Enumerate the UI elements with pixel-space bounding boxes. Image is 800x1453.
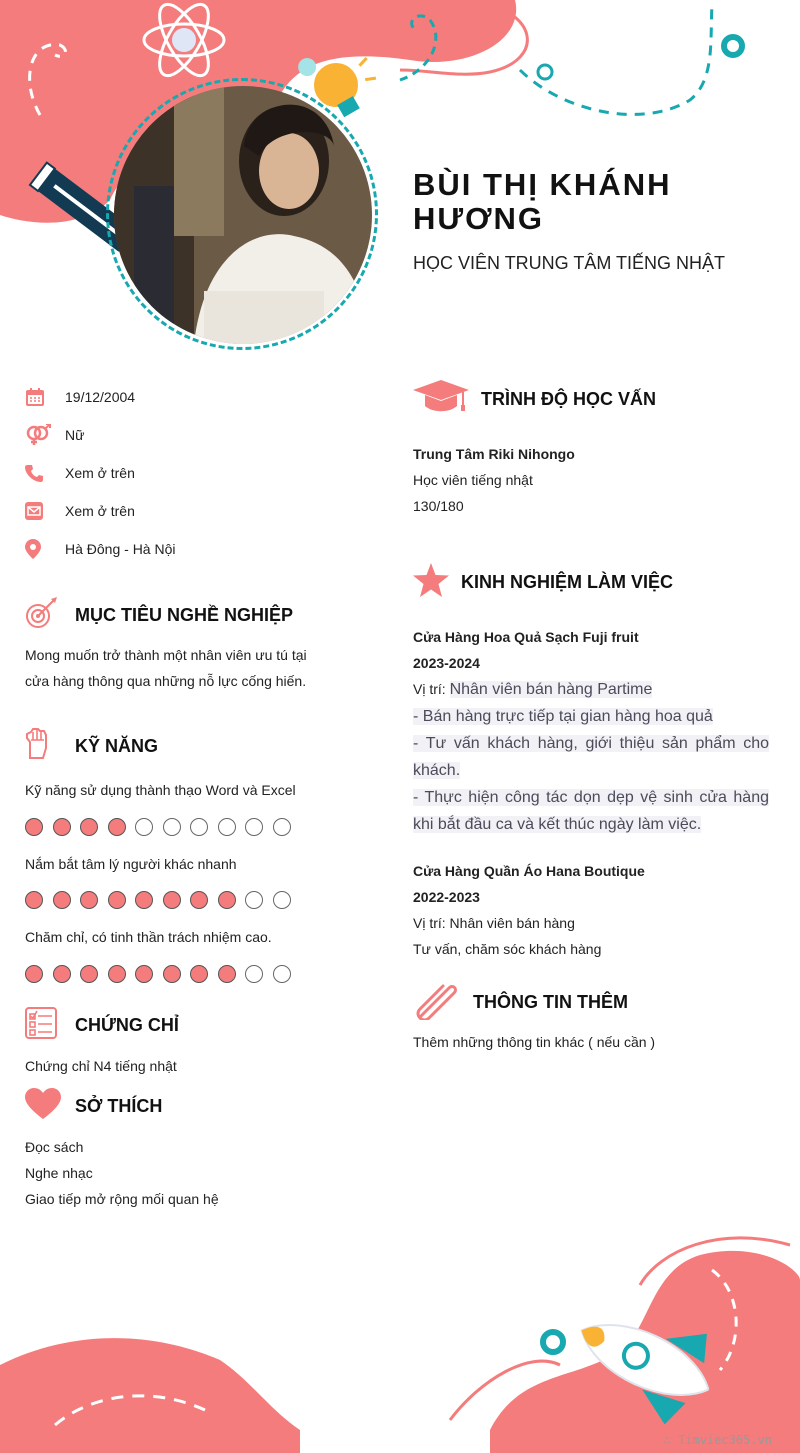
education-heading-text: TRÌNH ĐỘ HỌC VẤN: [481, 389, 656, 409]
graduation-cap-icon: [413, 380, 481, 419]
small-teal-loop: [538, 65, 552, 79]
skill-name-3: Chăm chỉ, có tinh thần trách nhiệm cao.: [25, 929, 272, 945]
certificate-text: Chứng chỉ N4 tiếng nhật: [25, 1058, 177, 1074]
location-pin-icon: [25, 538, 53, 560]
rating-dot-filled: [190, 965, 208, 983]
birthday-text: 19/12/2004: [65, 389, 136, 405]
job1-company: Cửa Hàng Hoa Quả Sạch Fuji fruit: [413, 629, 639, 645]
rating-dot-filled: [218, 965, 236, 983]
phone-text: Xem ở trên: [65, 465, 135, 481]
education-heading: [413, 380, 656, 419]
job1-position: Nhân viên bán hàng Partime: [449, 681, 653, 698]
job2-period: 2022-2023: [413, 889, 480, 905]
rating-dot-empty: [218, 818, 236, 836]
rating-dot-filled: [25, 891, 43, 909]
education-school: Trung Tâm Riki Nihongo: [413, 446, 575, 462]
rating-dot-empty: [273, 891, 291, 909]
rating-dot-filled: [108, 818, 126, 836]
hobbies-heading: [25, 1088, 162, 1125]
experience-heading-text: KINH NGHIỆM LÀM VIỆC: [461, 572, 674, 592]
skill-rating-1: [25, 818, 291, 836]
rating-dot-filled: [53, 818, 71, 836]
rating-dot-filled: [80, 891, 98, 909]
objective-heading: [25, 597, 293, 634]
rating-dot-empty: [245, 891, 263, 909]
experience-job-2: [413, 858, 769, 962]
rating-dot-filled: [163, 965, 181, 983]
target-icon: [25, 597, 75, 634]
contact-address: [25, 537, 176, 561]
education-major: Học viên tiếng nhật: [413, 472, 533, 488]
rating-dot-empty: [163, 818, 181, 836]
job2-position: Vị trí: Nhân viên bán hàng: [413, 915, 575, 931]
job1-desc-line-1-text: - Bán hàng trực tiếp tại gian hàng hoa quả: [413, 708, 713, 725]
certificates-heading: [25, 1007, 179, 1044]
rating-dot-empty: [135, 818, 153, 836]
job1-desc-line-2-text: - Tư vấn khách hàng, giới thiệu sản phẩm cho khách.: [413, 735, 769, 779]
education-score: 130/180: [413, 498, 464, 514]
job1-desc-line-3-text: - Thực hiện công tác dọn dẹp vệ sinh cửa hàng khi bắt đầu ca và kết thúc ngày làm việc.: [413, 789, 769, 833]
certificates-heading-text: CHỨNG CHỈ: [75, 1015, 179, 1035]
rating-dot-empty: [245, 965, 263, 983]
hobby-item: Đọc sách: [25, 1139, 84, 1155]
rating-dot-filled: [135, 891, 153, 909]
skills-heading-text: KỸ NĂNG: [75, 736, 159, 756]
job1-position-row: [413, 676, 769, 703]
hobbies-list: [25, 1134, 219, 1212]
job1-desc-line-3: [413, 784, 769, 838]
email-icon: [25, 500, 53, 522]
rating-dot-filled: [53, 965, 71, 983]
bottom-left-blob: [0, 1338, 300, 1453]
job1-position-label: Vị trí:: [413, 681, 450, 697]
rating-dot-filled: [190, 891, 208, 909]
contact-email: [25, 499, 135, 523]
rating-dot-empty: [245, 818, 263, 836]
education-details: [413, 441, 575, 519]
rating-dot-empty: [190, 818, 208, 836]
watermark: ∴ Timviec365.vn: [663, 1433, 772, 1447]
bottom-teal-ring: [543, 1332, 563, 1352]
experience-job-1: [413, 624, 769, 838]
gender-icon: [25, 424, 53, 446]
teal-ring: [724, 37, 742, 55]
gender-text: Nữ: [65, 427, 85, 443]
candidate-name: BÙI THỊ KHÁNH HƯƠNG: [413, 167, 672, 236]
star-icon: [413, 563, 461, 602]
address-text: Hà Đông - Hà Nội: [65, 541, 176, 557]
objective-heading-text: MỤC TIÊU NGHỀ NGHIỆP: [75, 605, 294, 625]
rating-dot-filled: [218, 891, 236, 909]
heart-icon: [25, 1088, 75, 1125]
objective-text: [25, 642, 307, 694]
paperclip-icon: [413, 980, 473, 1025]
job2-desc: Tư vấn, chăm sóc khách hàng: [413, 941, 602, 957]
extra-info-heading-text: THÔNG TIN THÊM: [473, 992, 628, 1012]
rating-dot-filled: [163, 891, 181, 909]
contact-gender: [25, 423, 84, 447]
job2-company: Cửa Hàng Quần Áo Hana Boutique: [413, 863, 645, 879]
phone-icon: [25, 462, 53, 484]
candidate-title: HỌC VIÊN TRUNG TÂM TIẾNG NHẬT: [413, 253, 726, 273]
rating-dot-filled: [108, 965, 126, 983]
rating-dot-filled: [25, 965, 43, 983]
extra-info-text: Thêm những thông tin khác ( nếu cần ): [413, 1034, 656, 1050]
skill-name-1: Kỹ năng sử dụng thành thạo Word và Excel: [25, 782, 296, 798]
skill-rating-3: [25, 965, 291, 983]
rating-dot-filled: [80, 818, 98, 836]
rating-dot-filled: [53, 891, 71, 909]
rating-dot-filled: [108, 891, 126, 909]
objective-line-1: Mong muốn trở thành một nhân viên ưu tú tại: [25, 647, 307, 663]
photo-dashed-ring: [106, 78, 378, 350]
hobby-item: Nghe nhạc: [25, 1165, 93, 1181]
skill-rating-2: [25, 891, 291, 909]
rating-dot-filled: [25, 818, 43, 836]
skills-heading: [25, 728, 158, 765]
skill-name-2: Nắm bắt tâm lý người khác nhanh: [25, 856, 237, 872]
experience-heading: [413, 563, 673, 602]
email-text: Xem ở trên: [65, 503, 135, 519]
calendar-icon: [25, 386, 53, 408]
top-dashed-arc-right: [520, 5, 712, 114]
rating-dot-empty: [273, 818, 291, 836]
rating-dot-filled: [80, 965, 98, 983]
job1-desc-line-1: [413, 703, 769, 730]
hand-icon: [25, 728, 75, 765]
job1-desc-line-2: [413, 730, 769, 784]
checklist-icon: [25, 1007, 75, 1044]
objective-line-2: cửa hàng thông qua những nỗ lực cống hiến.: [25, 673, 307, 689]
job1-period: 2023-2024: [413, 655, 480, 671]
rating-dot-filled: [135, 965, 153, 983]
extra-info-heading: [413, 980, 628, 1025]
hobbies-heading-text: SỞ THÍCH: [75, 1096, 163, 1116]
hobby-item: Giao tiếp mở rộng mối quan hệ: [25, 1191, 219, 1207]
contact-phone: [25, 461, 135, 485]
contact-birthday: [25, 385, 135, 409]
rating-dot-empty: [273, 965, 291, 983]
